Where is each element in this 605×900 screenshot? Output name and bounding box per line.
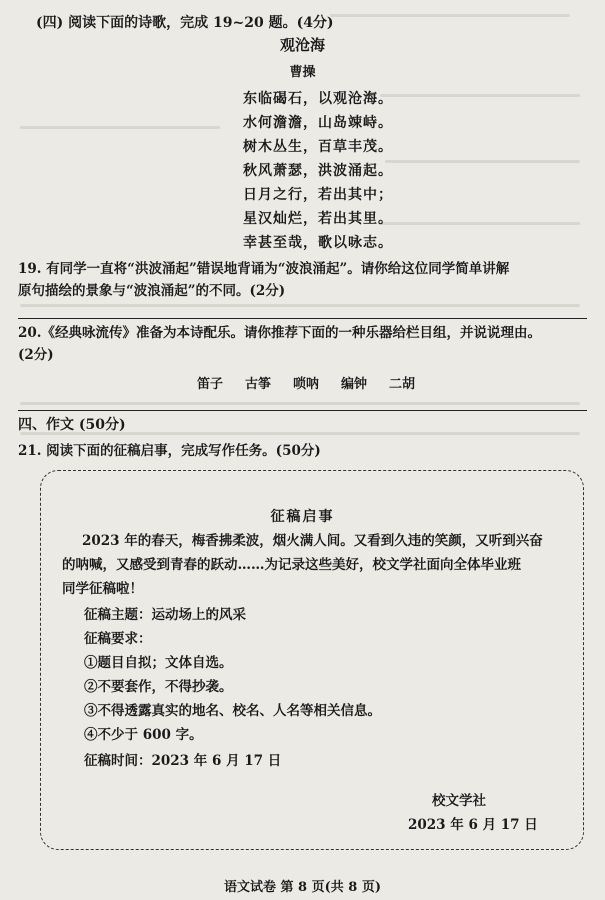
- page-footer: 语文试卷 第 8 页(共 8 页): [223, 880, 382, 895]
- bleed-through-line: [20, 126, 220, 129]
- notice-requirements-label: 征稿要求：: [84, 631, 152, 647]
- question-19-line-1: 19. 有同学一直将“洪波涌起”错误地背诵为“波浪涌起”。请你给这位同学简单讲解: [18, 261, 510, 277]
- bleed-through-line: [20, 402, 580, 405]
- poem-line: 树木丛生，百草丰茂。: [243, 139, 393, 155]
- notice-sign-date: 2023 年 6 月 17 日: [408, 817, 538, 833]
- composition-heading: 四、作文 (50分): [18, 417, 126, 433]
- notice-signature: 校文学社: [432, 793, 486, 809]
- notice-requirement: ①题目自拟；文体自选。: [84, 655, 233, 671]
- notice-requirement: ③不得透露真实的地名、校名、人名等相关信息。: [84, 703, 381, 719]
- instrument-list: [36, 376, 576, 394]
- bleed-through-line: [330, 14, 570, 17]
- instrument-item: 古筝: [244, 377, 271, 392]
- instrument-item: 编钟: [341, 377, 368, 392]
- question-21: 21. 阅读下面的征稿启事，完成写作任务。(50分): [18, 443, 321, 459]
- question-20-line-1: 20.《经典咏流传》准备为本诗配乐。请你推荐下面的一种乐器给栏目组，并说说理由。: [18, 325, 541, 341]
- question-20-line-2: (2分): [18, 347, 54, 363]
- section-title: (四) 阅读下面的诗歌，完成 19~20 题。(4分): [36, 15, 334, 31]
- bleed-through-line: [385, 160, 580, 163]
- poem-author: 曹操: [289, 65, 316, 80]
- answer-line: [18, 318, 587, 319]
- notice-theme: 征稿主题：运动场上的风采: [84, 607, 246, 623]
- poem-line: 水何澹澹，山岛竦峙。: [243, 115, 393, 131]
- notice-paragraph: 的呐喊，又感受到青春的跃动……为记录这些美好，校文学社面向全体毕业班: [62, 557, 521, 573]
- notice-paragraph: 同学征稿啦！: [62, 581, 143, 597]
- notice-deadline: 征稿时间：2023 年 6 月 17 日: [84, 753, 282, 769]
- poem-line: 星汉灿烂，若出其里。: [243, 211, 393, 227]
- poem-line: 秋风萧瑟，洪波涌起。: [243, 163, 393, 179]
- instrument-item: 二胡: [389, 377, 416, 392]
- answer-line: [18, 410, 587, 411]
- poem-line: 日月之行，若出其中；: [243, 187, 393, 203]
- instrument-item: 笛子: [196, 377, 223, 392]
- notice-paragraph: 2023 年的春天，梅香拂柔波，烟火满人间。又看到久违的笑颜，又听到兴奋: [82, 533, 543, 549]
- poem-line: 东临碣石，以观沧海。: [243, 91, 393, 107]
- bleed-through-line: [380, 222, 580, 225]
- poem-line: 幸甚至哉，歌以咏志。: [243, 235, 393, 251]
- notice-requirement: ②不要套作，不得抄袭。: [84, 679, 233, 695]
- question-19-line-2: 原句描绘的景象与“波浪涌起”的不同。(2分): [18, 283, 286, 299]
- notice-requirement: ④不少于 600 字。: [84, 727, 203, 743]
- bleed-through-line: [380, 94, 580, 97]
- instrument-item: 唢呐: [292, 377, 319, 392]
- notice-title: 征稿启事: [270, 509, 335, 525]
- bleed-through-line: [20, 304, 580, 307]
- poem-title: 观沧海: [279, 36, 325, 54]
